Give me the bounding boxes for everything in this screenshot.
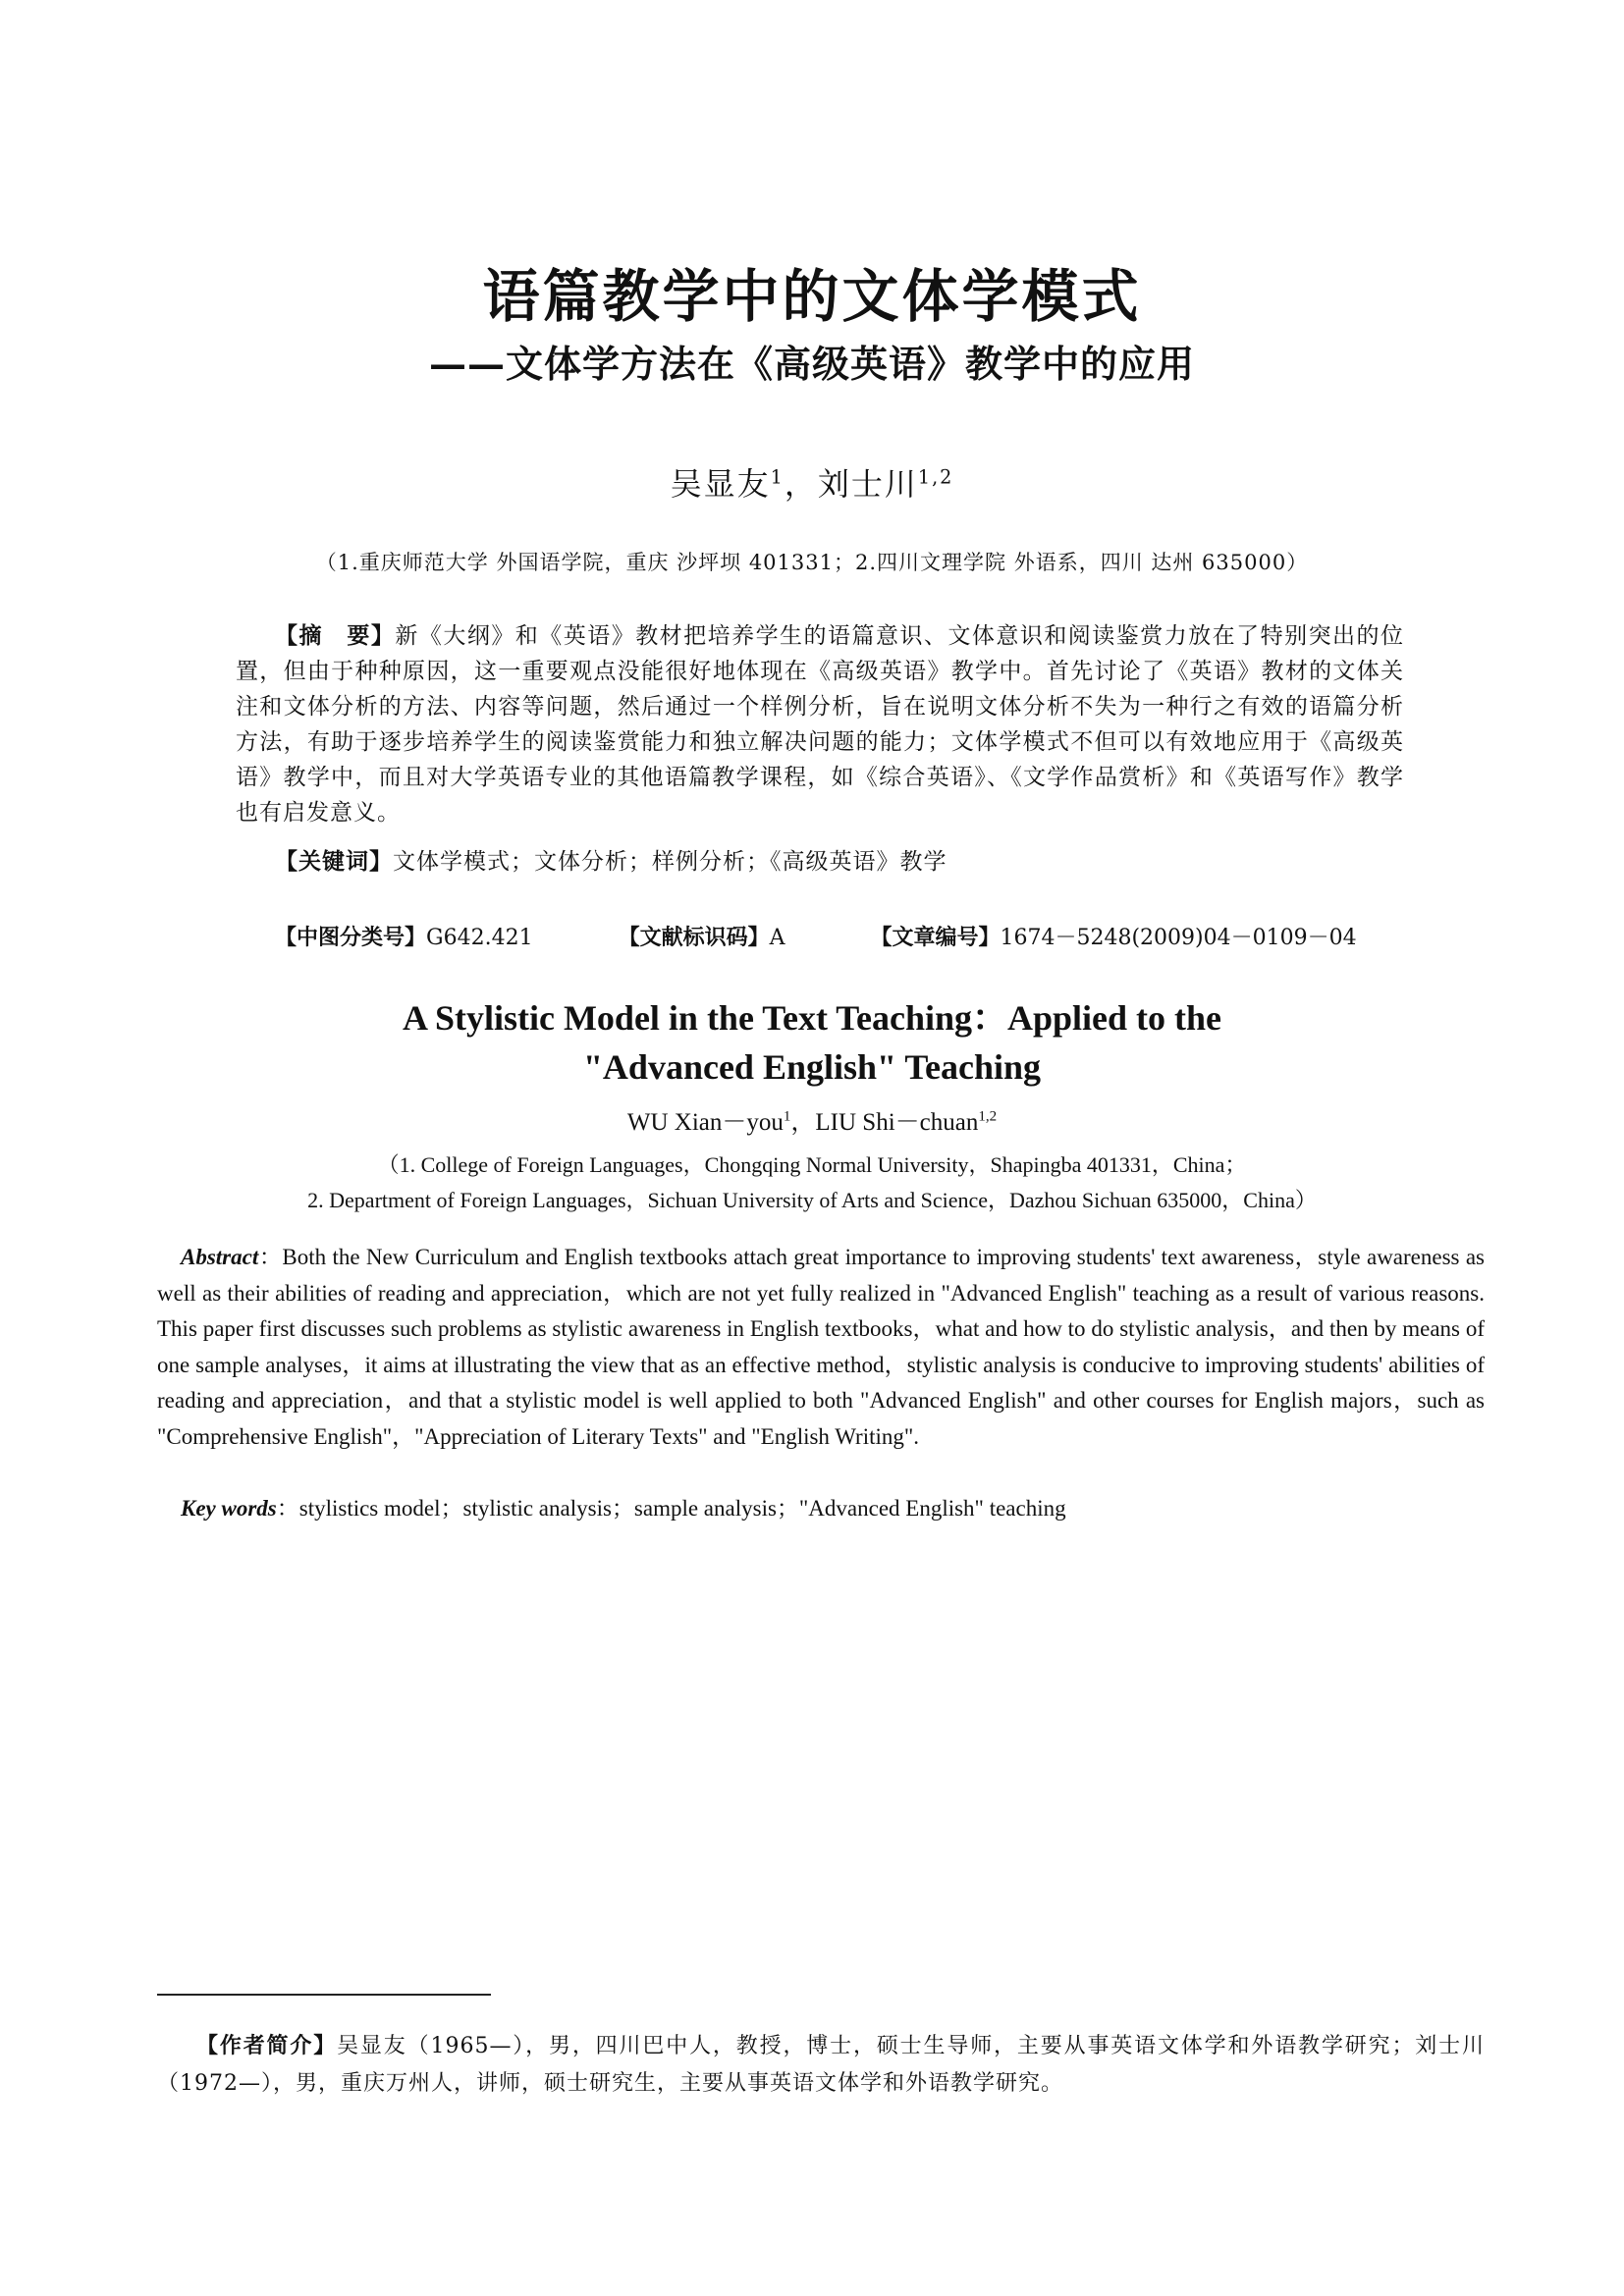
clc-label: 【中图分类号】 xyxy=(275,926,427,950)
authors-en xyxy=(0,1102,1624,1138)
authors-zh xyxy=(0,459,1624,505)
document-code-value: A xyxy=(769,926,785,950)
author-affil-mark: 1,2 xyxy=(978,1108,998,1125)
keywords-text: 文体学模式；文体分析；样例分析；《高级英语》教学 xyxy=(393,849,947,875)
paper-subtitle-zh: ——文体学方法在《高级英语》教学中的应用 xyxy=(428,342,1195,386)
abstract-en-text: ：Both the New Curriculum and English textbooks attach great importance to improving students' text awareness，style awareness as well as their abilities of reading and appreciation，which are not yet fully realized in "Advanced English" teaching as a result of various reasons. This paper first discusses such problems as stylistic awareness in English textbooks，what and how to do stylistic analysis，and then by means of one sample analyses，it aims at illustrating the view that as an effective method，stylistic analysis is conducive to improving students' abilities of reading and appreciation，and that a stylistic model is well applied to both "Advanced English" and other courses for English majors，such as "Comprehensive English"，"Appreciation of Literary Texts" and "English Writing". xyxy=(157,1245,1485,1449)
author-note xyxy=(157,2028,1485,2103)
paper-title-zh: 语篇教学中的文体学模式 xyxy=(482,263,1142,330)
author-name: WU Xian－you xyxy=(626,1109,784,1136)
author-name: LIU Shi－chuan xyxy=(815,1109,979,1136)
author-separator: ， xyxy=(790,1109,816,1136)
footnote-divider xyxy=(157,1994,491,1996)
keywords-label: 【关键词】 xyxy=(275,849,393,875)
affiliation-zh: （1.重庆师范大学 外国语学院，重庆 沙坪坝 401331；2.四川文理学院 外语系，四川 达州 635000） xyxy=(315,551,1309,574)
author-name: 吴显友 xyxy=(670,465,771,503)
abstract-zh xyxy=(236,618,1404,830)
paper-title-en xyxy=(0,993,1624,1092)
abstract-text: 新《大纲》和《英语》教材把培养学生的语篇意识、文体意识和阅读鉴赏力放在了特别突出的位置，但由于种种原因，这一重要观点没能很好地体现在《高级英语》教学中。首先讨论了《英语》教材的文体关注和文体分析的方法、内容等问题，然后通过一个样例分析，旨在说明文体分析不失为一种行之有效的语篇分析方法，有助于逐步培养学生的阅读鉴赏能力和独立解决问题的能力；文体学模式不但可以有效地应用于《高级英语》教学中，而且对大学英语专业的其他语篇教学课程，如《综合英语》、《文学作品赏析》和《英语写作》教学也有启发意义。 xyxy=(236,623,1405,826)
abstract-en-label: Abstract xyxy=(181,1245,259,1269)
abstract-en xyxy=(157,1240,1485,1455)
article-number xyxy=(870,926,1356,950)
article-number-value: 1674－5248(2009)04－0109－04 xyxy=(1000,926,1357,950)
clc-number xyxy=(275,926,533,950)
document-code-label: 【文献标识码】 xyxy=(618,926,770,950)
keywords-en xyxy=(181,1491,1485,1527)
keywords-zh xyxy=(275,844,1404,880)
affiliation-en-line: （1. College of Foreign Languages，Chongqing Normal University，Shapingba 401331，China； xyxy=(377,1152,1247,1177)
abstract-label: 【摘 要】 xyxy=(275,623,396,649)
classification-row xyxy=(275,921,1357,951)
keywords-en-label: Key words xyxy=(181,1496,277,1521)
title-en-line: "Advanced English" Teaching xyxy=(582,1047,1042,1087)
affiliation-en-line: 2. Department of Foreign Languages，Sichuan University of Arts and Science，Dazhou Sichuan 635000，China） xyxy=(307,1188,1317,1212)
title-en-line: A Stylistic Model in the Text Teaching：Applied to the xyxy=(402,998,1222,1038)
document-code xyxy=(619,926,785,950)
author-note-text: 吴显友（1965—），男，四川巴中人，教授，博士，硕士生导师，主要从事英语文体学和外语教学研究；刘士川（1972—），男，重庆万州人，讲师，硕士研究生，主要从事英语文体学和外语教学研究。 xyxy=(157,2034,1485,2096)
keywords-en-text: ：stylistics model；stylistic analysis；sample analysis；"Advanced English" teaching xyxy=(276,1496,1066,1521)
author-affil-mark: 1 xyxy=(783,1108,791,1125)
author-affil-mark: 1 xyxy=(770,465,785,489)
article-number-label: 【文章编号】 xyxy=(870,926,1001,950)
author-name: 刘士川 xyxy=(817,465,918,503)
author-separator: ， xyxy=(784,465,818,503)
author-note-label: 【作者简介】 xyxy=(196,2034,338,2058)
author-affil-mark: 1,2 xyxy=(917,465,954,489)
clc-value: G642.421 xyxy=(426,926,533,950)
